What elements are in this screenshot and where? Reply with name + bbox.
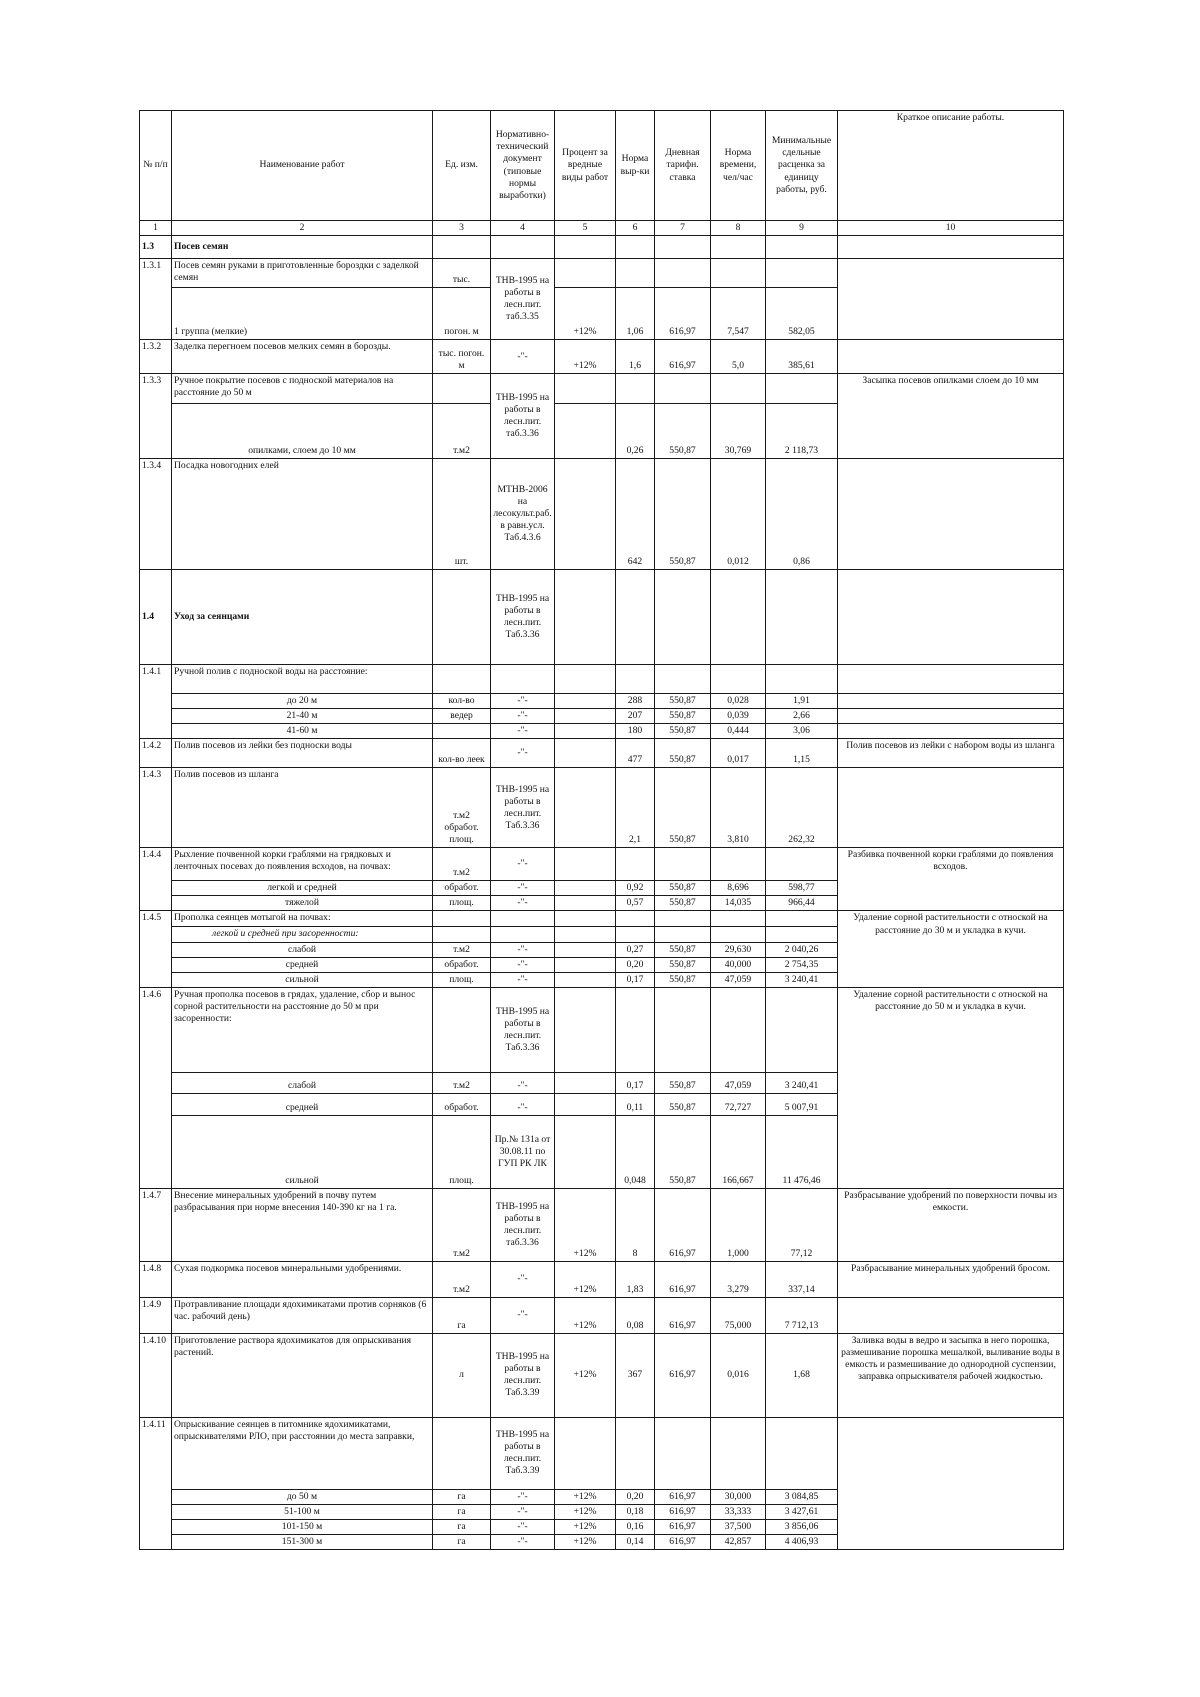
- unit-cell: т.м2: [433, 848, 491, 881]
- work-name: 21-40 м: [172, 709, 433, 724]
- price-cell: 3 240,41: [766, 1072, 838, 1093]
- table-row: [140, 374, 1064, 404]
- rate-cell: 616,97: [655, 1489, 711, 1504]
- pct-cell: +12%: [555, 1261, 616, 1297]
- time-cell: 166,667: [711, 1115, 766, 1188]
- rate-cell: 616,97: [655, 1297, 711, 1333]
- row-number: 1.4.9: [140, 1297, 172, 1333]
- rate-cell: 550,87: [655, 709, 711, 724]
- unit-cell: л: [433, 1333, 491, 1417]
- doc-cell: -"-: [491, 1093, 555, 1115]
- rate-cell: 616,97: [655, 1519, 711, 1534]
- time-cell: 72,727: [711, 1093, 766, 1115]
- work-name: Внесение минеральных удобрений в почву путем разбрасывания при норме внесения 140-390 кг на 1 га.: [172, 1188, 433, 1261]
- work-name: опилками, слоем до 10 мм: [172, 404, 433, 459]
- rate-cell: 550,87: [655, 404, 711, 459]
- unit-cell: площ.: [433, 896, 491, 911]
- doc-cell: Пр.№ 131а от 30.08.11 по ГУП РК ЛК: [491, 1115, 555, 1188]
- row-number: 1.4: [140, 570, 172, 665]
- col-header-desc: Краткое описание работы.: [838, 111, 1064, 221]
- price-cell: 1,91: [766, 694, 838, 709]
- time-cell: 3,279: [711, 1261, 766, 1297]
- work-name: тяжелой: [172, 896, 433, 911]
- norm-cell: 0,20: [616, 1489, 655, 1504]
- row-number: 1.4.1: [140, 665, 172, 739]
- col-number: 8: [711, 221, 766, 236]
- table-row: [140, 724, 1064, 739]
- table-row: [140, 665, 1064, 694]
- time-cell: 47,059: [711, 972, 766, 987]
- unit-cell: т.м2: [433, 1188, 491, 1261]
- description-cell: Удаление сорной растительности с отноской на расстояние до 30 м и укладка в кучи.: [838, 911, 1064, 987]
- rate-cell: 550,87: [655, 942, 711, 957]
- doc-cell: -"-: [491, 1261, 555, 1297]
- col-header-rate: Дневная тарифн. ставка: [655, 111, 711, 221]
- unit-cell: га: [433, 1519, 491, 1534]
- row-number: 1.4.7: [140, 1188, 172, 1261]
- price-cell: 582,05: [766, 288, 838, 340]
- unit-cell: т.м2: [433, 404, 491, 459]
- time-cell: 0,444: [711, 724, 766, 739]
- rate-cell: 616,97: [655, 1261, 711, 1297]
- price-cell: 0,86: [766, 459, 838, 570]
- row-number: 1.3.2: [140, 340, 172, 374]
- work-name: Заделка перегноем посевов мелких семян в борозды.: [172, 340, 433, 374]
- row-number: 1.4.8: [140, 1261, 172, 1297]
- price-cell: 3 240,41: [766, 972, 838, 987]
- doc-cell: -"-: [491, 1489, 555, 1504]
- price-cell: 77,12: [766, 1188, 838, 1261]
- col-number: 1: [140, 221, 172, 236]
- price-cell: 4 406,93: [766, 1535, 838, 1550]
- col-header-norm: Норма выр-ки: [616, 111, 655, 221]
- unit-cell: га: [433, 1535, 491, 1550]
- rate-cell: 616,97: [655, 1188, 711, 1261]
- unit-cell: га: [433, 1297, 491, 1333]
- unit-cell: т.м2: [433, 942, 491, 957]
- work-name: Сухая подкормка посевов минеральными удобрениями.: [172, 1261, 433, 1297]
- time-cell: 75,000: [711, 1297, 766, 1333]
- norm-cell: 0,048: [616, 1115, 655, 1188]
- unit-cell: тыс.: [433, 259, 491, 288]
- price-cell: 1,68: [766, 1333, 838, 1417]
- pct-cell: +12%: [555, 340, 616, 374]
- unit-cell: га: [433, 1489, 491, 1504]
- pct-cell: +12%: [555, 288, 616, 340]
- doc-cell: ТНВ-1995 на работы в лесн.пит. Таб.3.36: [491, 768, 555, 848]
- work-name: сильной: [172, 1115, 433, 1188]
- time-cell: 30,769: [711, 404, 766, 459]
- time-cell: 37,500: [711, 1519, 766, 1534]
- doc-cell: ТНВ-1995 на работы в лесн.пит. Таб.3.36: [491, 570, 555, 665]
- unit-cell: кол-во леек: [433, 739, 491, 768]
- table-row: [140, 739, 1064, 768]
- doc-cell: -"-: [491, 848, 555, 881]
- work-name: до 20 м: [172, 694, 433, 709]
- norm-cell: 0,17: [616, 1072, 655, 1093]
- unit-cell: погон. м: [433, 288, 491, 340]
- row-number: 1.4.2: [140, 739, 172, 768]
- time-cell: 29,630: [711, 942, 766, 957]
- work-name: Посев семян руками в приготовленные бороздки с заделкой семян: [172, 259, 433, 288]
- work-name: Рыхление почвенной корки граблями на грядковых и ленточных посевах до появления всходов, на почвах:: [172, 848, 433, 881]
- doc-cell: -"-: [491, 724, 555, 739]
- description-cell: Разбрасывание минеральных удобрений бросом.: [838, 1261, 1064, 1297]
- work-name: Ручная прополка посевов в грядах, удаление, сбор и вынос сорной растительности на расстояние до 50 м при засоренности:: [172, 987, 433, 1072]
- work-name: средней: [172, 1093, 433, 1115]
- col-header-unit: Ед. изм.: [433, 111, 491, 221]
- row-number: 1.4.4: [140, 848, 172, 911]
- col-header-pct: Процент за вредные виды работ: [555, 111, 616, 221]
- norm-cell: 1,06: [616, 288, 655, 340]
- table-row: [140, 1261, 1064, 1297]
- section-row: [140, 570, 1064, 665]
- col-number: 9: [766, 221, 838, 236]
- norm-cell: 0,18: [616, 1504, 655, 1519]
- rate-cell: 550,87: [655, 459, 711, 570]
- table-row: [140, 911, 1064, 927]
- row-number: 1.3.1: [140, 259, 172, 340]
- work-name: Ручной полив с подноской воды на расстояние:: [172, 665, 433, 694]
- rate-cell: 616,97: [655, 288, 711, 340]
- time-cell: 0,016: [711, 1333, 766, 1417]
- row-number: 1.4.5: [140, 911, 172, 987]
- norm-cell: 1,6: [616, 340, 655, 374]
- doc-cell: -"-: [491, 896, 555, 911]
- norm-cell: 367: [616, 1333, 655, 1417]
- doc-cell: -"-: [491, 1519, 555, 1534]
- table-row: [140, 848, 1064, 881]
- rate-cell: 616,97: [655, 1333, 711, 1417]
- table-row: [140, 987, 1064, 1072]
- table-row: [140, 259, 1064, 288]
- description-cell: Удаление сорной растительности с отноской на расстояние до 50 м и укладка в кучи.: [838, 987, 1064, 1188]
- time-cell: 0,028: [711, 694, 766, 709]
- price-cell: 598,77: [766, 881, 838, 896]
- work-name: Опрыскивание сеянцев в питомнике ядохимикатами, опрыскивателями РЛО, при расстоянии до места заправки,: [172, 1417, 433, 1489]
- doc-cell: -"-: [491, 694, 555, 709]
- work-name: 1 группа (мелкие): [172, 288, 433, 340]
- norm-cell: 0,11: [616, 1093, 655, 1115]
- norm-cell: 2,1: [616, 768, 655, 848]
- doc-cell: ТНВ-1995 на работы в лесн.пит. таб.3.35: [491, 259, 555, 340]
- rate-cell: 550,87: [655, 1115, 711, 1188]
- norm-cell: 0,20: [616, 957, 655, 972]
- unit-cell: т.м2 обработ. площ.: [433, 768, 491, 848]
- rate-cell: 616,97: [655, 1535, 711, 1550]
- price-cell: 2,66: [766, 709, 838, 724]
- work-name: Ручное покрытие посевов с подноской материалов на расстояние до 50 м: [172, 374, 433, 404]
- section-title: Уход за сеянцами: [172, 570, 433, 665]
- doc-cell: -"-: [491, 942, 555, 957]
- doc-cell: МТНВ-2006 на лесокульт.раб. в равн.усл. Таб.4.3.6: [491, 459, 555, 570]
- work-name: 101-150 м: [172, 1519, 433, 1534]
- rate-cell: 616,97: [655, 340, 711, 374]
- unit-cell: ведер: [433, 709, 491, 724]
- col-header-num: № п/п: [140, 111, 172, 221]
- norm-cell: 1,83: [616, 1261, 655, 1297]
- work-name: Полив посевов из лейки без подноски воды: [172, 739, 433, 768]
- column-number-row: [140, 221, 1064, 236]
- description-cell: Разбрасывание удобрений по поверхности почвы из емкости.: [838, 1188, 1064, 1261]
- norm-cell: 0,57: [616, 896, 655, 911]
- time-cell: 0,012: [711, 459, 766, 570]
- norm-cell: 0,17: [616, 972, 655, 987]
- col-number: 6: [616, 221, 655, 236]
- row-number: 1.3: [140, 236, 172, 259]
- time-cell: 8,696: [711, 881, 766, 896]
- doc-cell: -"-: [491, 1535, 555, 1550]
- rate-cell: 550,87: [655, 768, 711, 848]
- pct-cell: +12%: [555, 1333, 616, 1417]
- price-cell: 966,44: [766, 896, 838, 911]
- col-header-doc: Нормативно-технический документ (типовые нормы выработки): [491, 111, 555, 221]
- table-row: [140, 459, 1064, 570]
- table-row: [140, 1297, 1064, 1333]
- work-name: 151-300 м: [172, 1535, 433, 1550]
- time-cell: 40,000: [711, 957, 766, 972]
- price-cell: 2 754,35: [766, 957, 838, 972]
- norm-cell: 0,26: [616, 404, 655, 459]
- unit-cell: обработ.: [433, 881, 491, 896]
- rate-cell: 550,87: [655, 739, 711, 768]
- doc-cell: ТНВ-1995 на работы в лесн.пит. Таб.3.39: [491, 1333, 555, 1417]
- time-cell: 0,017: [711, 739, 766, 768]
- price-cell: 3 427,61: [766, 1504, 838, 1519]
- norm-cell: 180: [616, 724, 655, 739]
- doc-cell: -"-: [491, 739, 555, 768]
- price-cell: 11 476,46: [766, 1115, 838, 1188]
- price-cell: 7 712,13: [766, 1297, 838, 1333]
- doc-cell: -"-: [491, 340, 555, 374]
- price-cell: 3 856,06: [766, 1519, 838, 1534]
- time-cell: 5,0: [711, 340, 766, 374]
- table-row: [140, 768, 1064, 848]
- time-cell: 0,039: [711, 709, 766, 724]
- col-number: 5: [555, 221, 616, 236]
- unit-cell: га: [433, 1504, 491, 1519]
- norms-table: [139, 110, 1064, 1550]
- time-cell: 47,059: [711, 1072, 766, 1093]
- work-name: 41-60 м: [172, 724, 433, 739]
- col-number: 3: [433, 221, 491, 236]
- norm-cell: 288: [616, 694, 655, 709]
- row-number: 1.4.10: [140, 1333, 172, 1417]
- col-header-time: Норма времени, чел/час: [711, 111, 766, 221]
- pct-cell: +12%: [555, 1504, 616, 1519]
- pct-cell: +12%: [555, 1519, 616, 1534]
- price-cell: 3,06: [766, 724, 838, 739]
- doc-cell: ТНВ-1995 на работы в лесн.пит. Таб.3.36: [491, 987, 555, 1072]
- col-number: 2: [172, 221, 433, 236]
- col-number: 10: [838, 221, 1064, 236]
- pct-cell: +12%: [555, 1535, 616, 1550]
- row-number: 1.3.3: [140, 374, 172, 459]
- norm-cell: 0,14: [616, 1535, 655, 1550]
- work-name: Протравливание площади ядохимикатами против сорняков (6 час. рабочий день): [172, 1297, 433, 1333]
- description-cell: Засыпка посевов опилками слоем до 10 мм: [838, 374, 1064, 459]
- time-cell: 3,810: [711, 768, 766, 848]
- section-title: Посев семян: [172, 236, 433, 259]
- table-row: [140, 694, 1064, 709]
- unit-cell: шт.: [433, 459, 491, 570]
- pct-cell: +12%: [555, 1188, 616, 1261]
- price-cell: 2 118,73: [766, 404, 838, 459]
- rate-cell: 550,87: [655, 724, 711, 739]
- col-number: 4: [491, 221, 555, 236]
- time-cell: 14,035: [711, 896, 766, 911]
- unit-cell: т.м2: [433, 1072, 491, 1093]
- doc-cell: ТНВ-1995 на работы в лесн.пит. таб.3.36: [491, 374, 555, 459]
- price-cell: 3 084,85: [766, 1489, 838, 1504]
- rate-cell: 550,87: [655, 694, 711, 709]
- price-cell: 2 040,26: [766, 942, 838, 957]
- time-cell: 33,333: [711, 1504, 766, 1519]
- work-name: Полив посевов из шланга: [172, 768, 433, 848]
- rate-cell: 550,87: [655, 957, 711, 972]
- norm-cell: 0,92: [616, 881, 655, 896]
- time-cell: 42,857: [711, 1535, 766, 1550]
- doc-cell: -"-: [491, 972, 555, 987]
- work-name: до 50 м: [172, 1489, 433, 1504]
- table-row: [140, 340, 1064, 374]
- unit-cell: площ.: [433, 1115, 491, 1188]
- norm-cell: 477: [616, 739, 655, 768]
- work-name: Прополка сеянцев мотыгой на почвах:: [172, 911, 433, 927]
- unit-cell: т.м2: [433, 1261, 491, 1297]
- rate-cell: 550,87: [655, 1072, 711, 1093]
- pct-cell: +12%: [555, 1489, 616, 1504]
- rate-cell: 550,87: [655, 896, 711, 911]
- row-number: 1.3.4: [140, 459, 172, 570]
- doc-cell: -"-: [491, 1072, 555, 1093]
- section-row: [140, 236, 1064, 259]
- header-row: [140, 111, 1064, 221]
- price-cell: 5 007,91: [766, 1093, 838, 1115]
- time-cell: 1,000: [711, 1188, 766, 1261]
- norm-cell: 8: [616, 1188, 655, 1261]
- work-name: слабой: [172, 1072, 433, 1093]
- price-cell: 337,14: [766, 1261, 838, 1297]
- unit-cell: площ.: [433, 972, 491, 987]
- unit-cell: обработ.: [433, 1093, 491, 1115]
- table-row: [140, 1417, 1064, 1489]
- col-number: 7: [655, 221, 711, 236]
- unit-cell: обработ.: [433, 957, 491, 972]
- work-name: Приготовление раствора ядохимикатов для опрыскивания растений.: [172, 1333, 433, 1417]
- work-name: Посадка новогодних елей: [172, 459, 433, 570]
- work-name: средней: [172, 957, 433, 972]
- row-number: 1.4.3: [140, 768, 172, 848]
- row-number: 1.4.11: [140, 1417, 172, 1549]
- doc-cell: ТНВ-1995 на работы в лесн.пит. Таб.3.39: [491, 1417, 555, 1489]
- table-row: [140, 709, 1064, 724]
- time-cell: 7,547: [711, 288, 766, 340]
- norm-cell: 0,08: [616, 1297, 655, 1333]
- work-name: сильной: [172, 972, 433, 987]
- rate-cell: 550,87: [655, 972, 711, 987]
- pct-cell: +12%: [555, 1297, 616, 1333]
- norm-cell: 0,27: [616, 942, 655, 957]
- description-cell: Разбивка почвенной корки граблями до появления всходов.: [838, 848, 1064, 911]
- norm-cell: 207: [616, 709, 655, 724]
- col-header-price: Минимальные сдельные расценка за единицу работы, руб.: [766, 111, 838, 221]
- work-name: 51-100 м: [172, 1504, 433, 1519]
- time-cell: 30,000: [711, 1489, 766, 1504]
- norm-cell: 642: [616, 459, 655, 570]
- doc-cell: -"-: [491, 1297, 555, 1333]
- description-cell: Заливка воды в ведро и засыпка в него порошка, размешивание порошка мешалкой, выливание воды в емкость и размешивание до однородной суспензии, заправка опрыскивателя рабочей жидкостью.: [838, 1333, 1064, 1417]
- col-header-name: Наименование работ: [172, 111, 433, 221]
- rate-cell: 616,97: [655, 1504, 711, 1519]
- work-subheading: легкой и средней при засоренности:: [172, 927, 433, 942]
- norms-table-sheet: [139, 110, 1063, 1550]
- price-cell: 262,32: [766, 768, 838, 848]
- table-row: [140, 1188, 1064, 1261]
- price-cell: 1,15: [766, 739, 838, 768]
- price-cell: 385,61: [766, 340, 838, 374]
- doc-cell: ТНВ-1995 на работы в лесн.пит. таб.3.36: [491, 1188, 555, 1261]
- description-cell: Полив посевов из лейки с набором воды из шланга: [838, 739, 1064, 768]
- doc-cell: -"-: [491, 1504, 555, 1519]
- doc-cell: -"-: [491, 957, 555, 972]
- rate-cell: 550,87: [655, 881, 711, 896]
- work-name: легкой и средней: [172, 881, 433, 896]
- unit-cell: кол-во: [433, 694, 491, 709]
- unit-cell: тыс. погон. м: [433, 340, 491, 374]
- rate-cell: 550,87: [655, 1093, 711, 1115]
- doc-cell: -"-: [491, 709, 555, 724]
- work-name: слабой: [172, 942, 433, 957]
- row-number: 1.4.6: [140, 987, 172, 1188]
- table-row: [140, 1333, 1064, 1417]
- doc-cell: -"-: [491, 881, 555, 896]
- norm-cell: 0,16: [616, 1519, 655, 1534]
